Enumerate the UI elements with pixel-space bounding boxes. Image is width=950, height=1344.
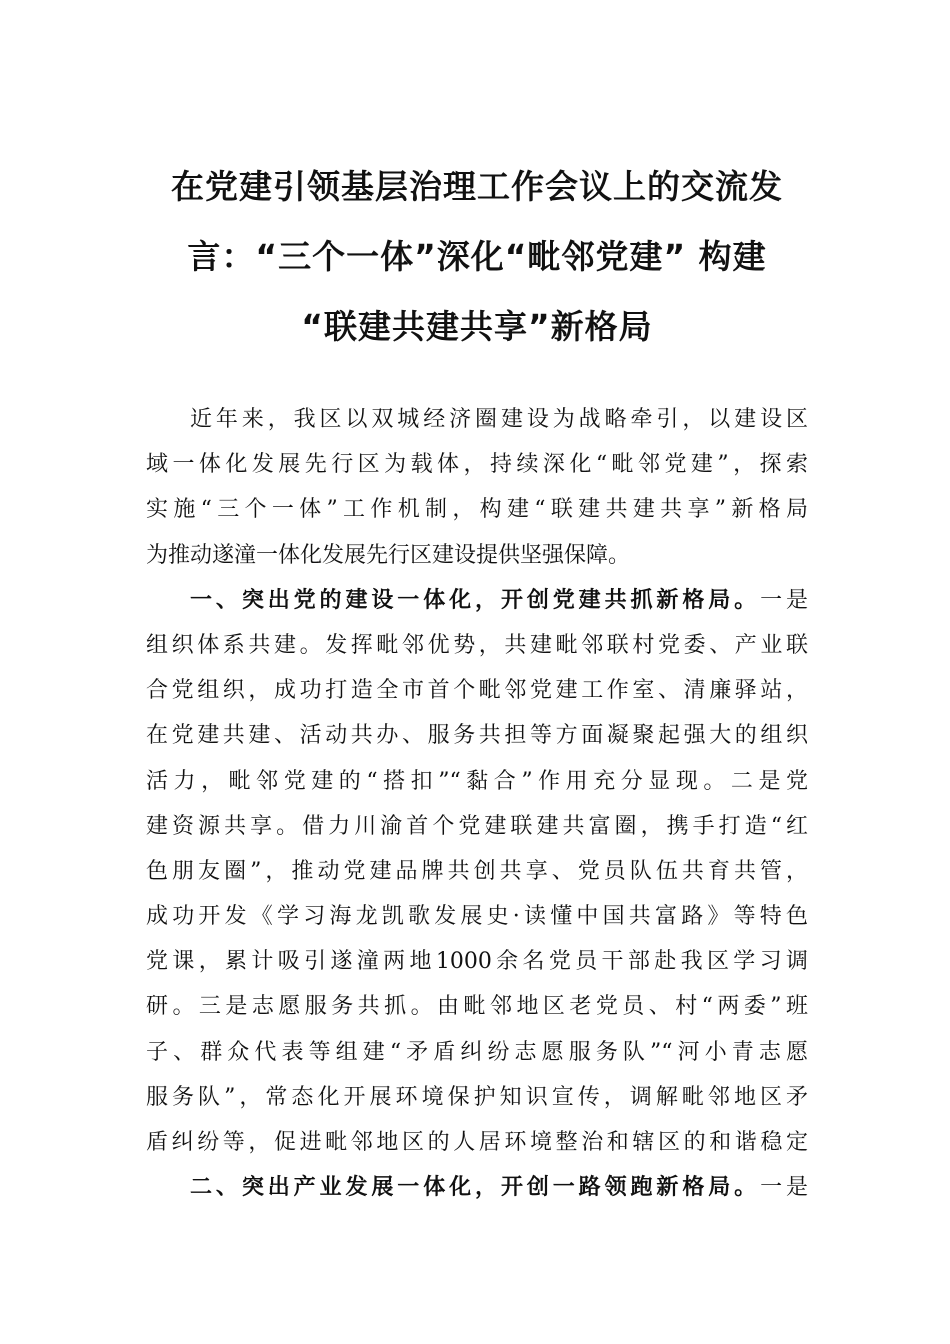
paragraph-line: 近年来，我区以双城经济圈建设为战略牵引，以建设区 [190, 407, 808, 432]
paragraph-first-line [146, 578, 808, 623]
paragraph-line: 色朋友圈”，推动党建品牌共创共享、党员队伍共育共管， [146, 858, 808, 884]
section-heading-2: 二、突出产业发展一体化，开创一路领跑新格局。 [190, 1175, 761, 1201]
paragraph-party-building [146, 578, 808, 1165]
paragraph-line: 子、群众代表等组建“矛盾纠纷志愿服务队”“河小青志愿 [146, 1039, 808, 1065]
document-title [146, 152, 808, 362]
title-line-2: 言：“三个一体”深化“毗邻党建” 构建 [187, 237, 767, 276]
paragraph-line-rest: 一是 [760, 1175, 808, 1201]
paragraph-line: 活力，毗邻党建的“搭扣”“黏合”作用充分显现。二是党 [146, 768, 808, 794]
title-line-1: 在党建引领基层治理工作会议上的交流发 [171, 167, 783, 206]
paragraph-intro [146, 397, 808, 578]
document-body [146, 397, 808, 1210]
paragraph-line: 合党组织，成功打造全市首个毗邻党建工作室、清廉驿站， [146, 678, 808, 704]
paragraph-line: 在党建共建、活动共办、服务共担等方面凝聚起强大的组织 [146, 723, 808, 749]
paragraph-line: 盾纠纷等，促进毗邻地区的人居环境整治和辖区的和谐稳定 [146, 1130, 808, 1155]
paragraph-first-line [146, 1165, 808, 1210]
paragraph-line: 党课，累计吸引遂潼两地1000余名党员干部赴我区学习调 [146, 949, 808, 975]
paragraph-line: 建资源共享。借力川渝首个党建联建共富圈，携手打造“红 [146, 813, 808, 839]
paragraph-line: 为推动遂潼一体化发展先行区建设提供坚强保障。 [146, 542, 631, 568]
paragraph-line-rest: 一是 [760, 587, 808, 613]
paragraph-line: 研。三是志愿服务共抓。由毗邻地区老党员、村“两委”班 [146, 994, 808, 1020]
paragraph-line: 实施“三个一体”工作机制，构建“联建共建共享”新格局 [146, 497, 808, 523]
paragraph-industry [146, 1165, 808, 1210]
paragraph-line: 成功开发《学习海龙凯歌发展史·读懂中国共富路》等特色 [146, 904, 808, 930]
paragraph-line: 服务队”，常态化开展环境保护知识宣传，调解毗邻地区矛 [146, 1084, 808, 1110]
title-line-3: “联建共建共享”新格局 [301, 307, 653, 346]
paragraph-line: 组织体系共建。发挥毗邻优势，共建毗邻联村党委、产业联 [146, 632, 808, 658]
section-heading-1: 一、突出党的建设一体化，开创党建共抓新格局。 [190, 587, 761, 613]
paragraph-line: 域一体化发展先行区为载体，持续深化“毗邻党建”，探索 [146, 452, 808, 478]
